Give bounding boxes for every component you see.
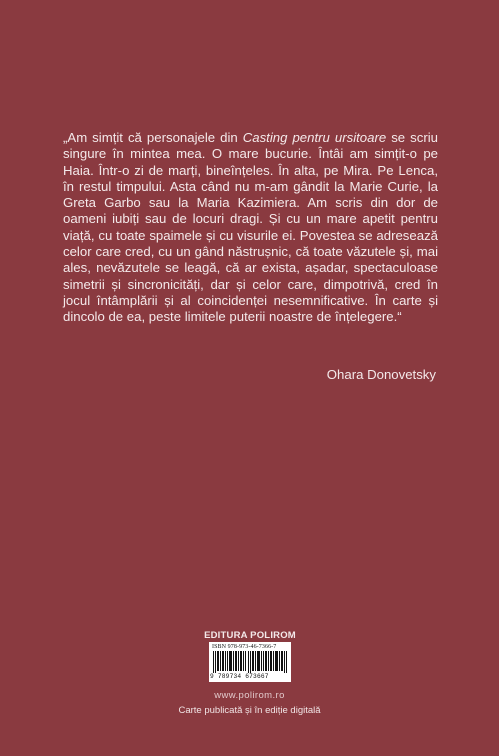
quote-text-start: „Am simțit că personajele din xyxy=(63,130,243,145)
quote-author: Ohara Donovetsky xyxy=(326,367,436,382)
quote-paragraph xyxy=(63,130,438,326)
barcode-digits: 9 789734 673667 xyxy=(210,673,269,680)
isbn-number: ISBN 978-973-46-7366-7 xyxy=(212,644,277,650)
publisher-website[interactable]: www.polirom.ro xyxy=(214,690,285,701)
book-title: Casting pentru ursitoare xyxy=(242,130,387,145)
quote-text-rest: se scriu singure în mintea mea. O mare bucurie. Întâi am simțit-o pe Haia. Într-o zi de marți, bineînțeles. În alta, pe Mira. Pe Lenca, în restul timpului. Asta când nu m-am gândit la Marie Curie, la Greta Garbo sau la Maria Kazimiera. Am scris din dor de oameni iubiți sau de locuri dragi. Și cu un mare apetit pentru viață, cu toate spaimele și cu visurile ei. Povestea se adresează celor care cred, cu un gând năstrușnic, că toate văzutele și, mai ales, nevăzutele se leagă, că ar exista, așadar, spectaculoase simetrii și sincronicități, dar și celor care, dimpotrivă, cred în jocul întâmplării și al coincidenței nesemnificative. În carte și dincolo de ea, peste limitele puterii noastre de înțelegere.“ xyxy=(63,130,438,325)
isbn-barcode-block xyxy=(209,642,291,682)
digital-edition-note: Carte publicată și în ediție digitală xyxy=(178,705,321,716)
publisher-name: EDITURA POLIROM xyxy=(204,630,296,641)
barcode-icon xyxy=(212,651,288,673)
back-cover-quote xyxy=(63,130,438,326)
